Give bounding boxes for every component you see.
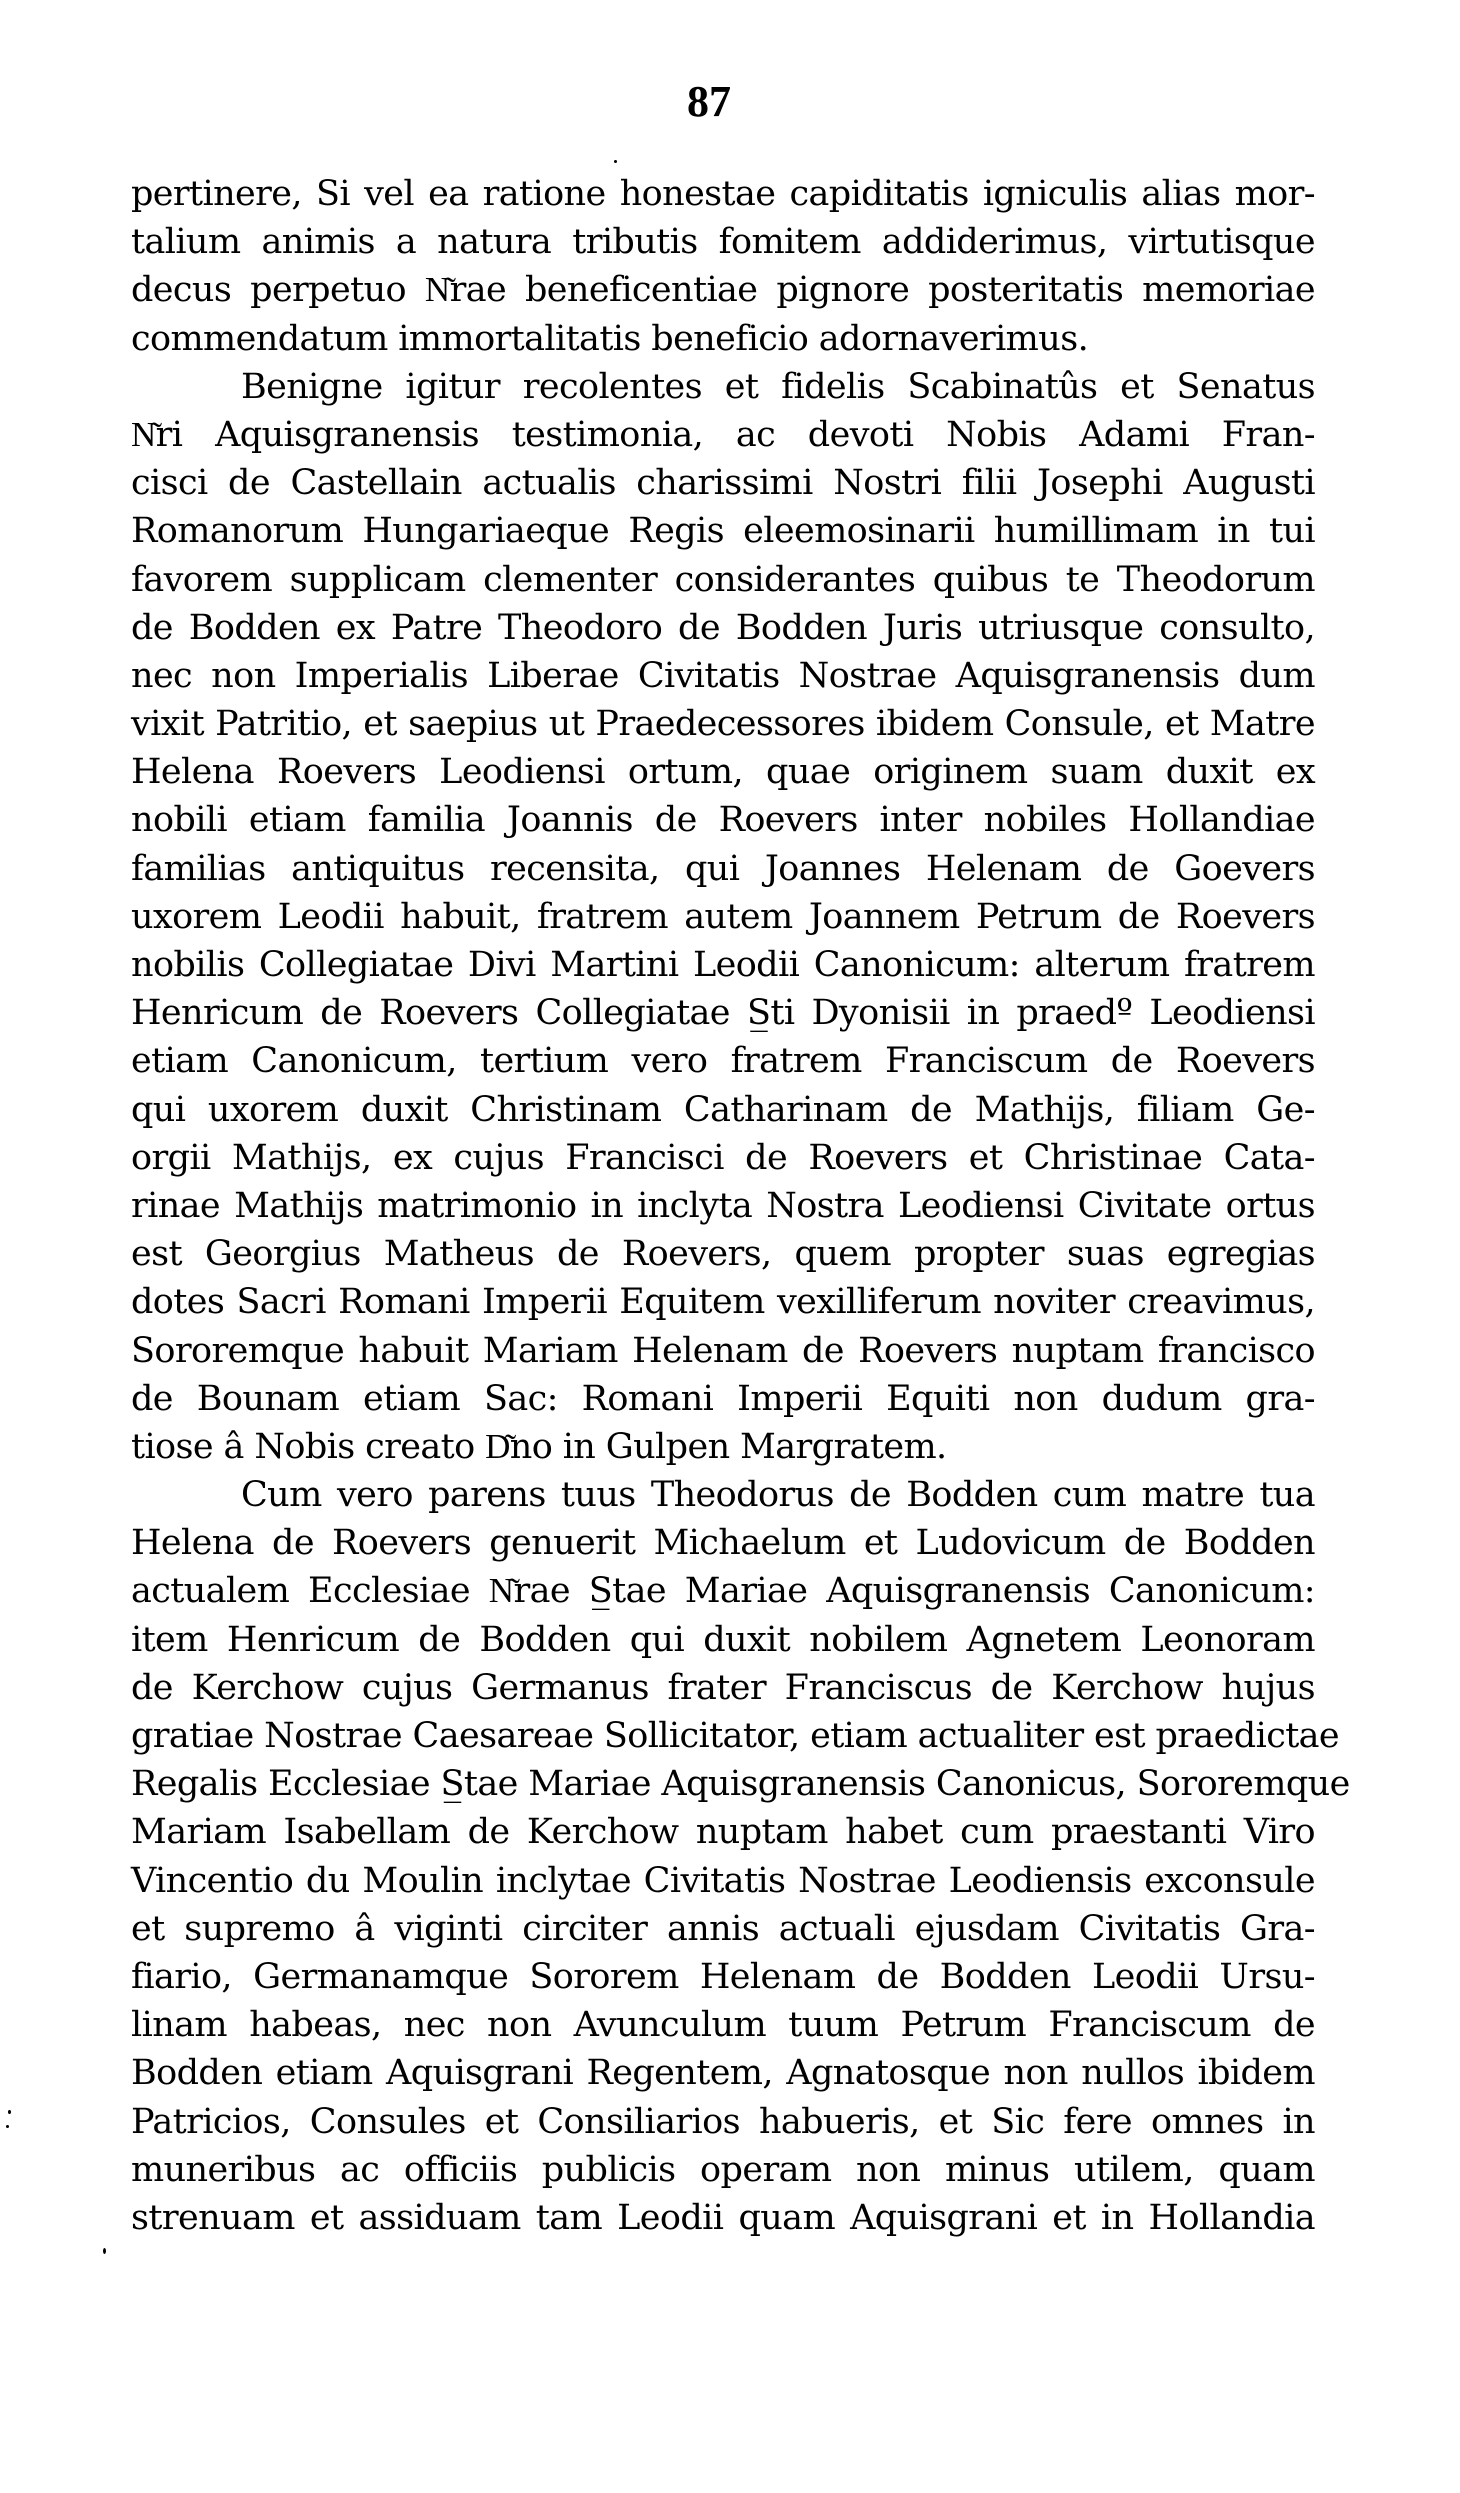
text-line: Sororemque habuit Mariam Helenam de Roevers nuptam francisco: [131, 1330, 1315, 1371]
text-line: tiose â Nobis creato D͂no in Gulpen Margratem.: [131, 1426, 947, 1467]
text-line: Bodden etiam Aquisgrani Regentem, Agnatosque non nullos ibidem: [131, 2053, 1315, 2094]
text-line: item Henricum de Bodden qui duxit nobilem Agnetem Leonoram: [131, 1619, 1315, 1660]
text-line: qui uxorem duxit Christinam Catharinam de Mathijs, filiam Ge-: [131, 1089, 1315, 1130]
text-line: et supremo â viginti circiter annis actuali ejusdam Civitatis Gra-: [131, 1908, 1315, 1949]
text-line: Helena de Roevers genuerit Michaelum et Ludovicum de Bodden: [131, 1523, 1315, 1564]
text-line: gratiae Nostrae Caesareae Sollicitator, etiam actualiter est praedictae: [131, 1716, 1340, 1756]
text-line: nec non Imperialis Liberae Civitatis Nostrae Aquisgranensis dum: [131, 655, 1315, 696]
text-line: de Kerchow cujus Germanus frater Franciscus de Kerchow hujus: [131, 1667, 1315, 1708]
text-line: Regalis Ecclesiae S̲tae Mariae Aquisgranensis Canonicus, Sororemque: [131, 1764, 1350, 1805]
text-line: Mariam Isabellam de Kerchow nuptam habet cum praestanti Viro: [131, 1812, 1315, 1853]
text-line: strenuam et assiduam tam Leodii quam Aquisgrani et in Hollandia: [131, 2197, 1315, 2238]
text-line: nobilis Collegiatae Divi Martini Leodii Canonicum: alterum fratrem: [131, 945, 1315, 985]
text-line: nobili etiam familia Joannis de Roevers inter nobiles Hollandiae: [131, 800, 1315, 841]
text-line: pertinere, Si vel ea ratione honestae capiditatis igniculis alias mor-: [131, 174, 1315, 214]
text-line: Patricios, Consules et Consiliarios habueris, et Sic fere omnes in: [131, 2101, 1315, 2142]
text-line: commendatum immortalitatis beneficio adornaverimus.: [131, 318, 1089, 359]
text-line: de Bounam etiam Sac: Romani Imperii Equiti non dudum gra-: [131, 1378, 1315, 1419]
text-line: Romanorum Hungariaeque Regis eleemosinarii humillimam in tui: [131, 511, 1315, 552]
page-number: 87: [687, 77, 731, 126]
scan-speck: [8, 2110, 11, 2114]
text-line: Vincentio du Moulin inclytae Civitatis Nostrae Leodiensis exconsule: [131, 1860, 1315, 1901]
text-line: orgii Mathijs, ex cujus Francisci de Roevers et Christinae Cata-: [131, 1137, 1315, 1178]
text-line: decus perpetuo N͂rae beneficentiae pignore posteritatis memoriae: [131, 270, 1315, 311]
text-line: Henricum de Roevers Collegiatae S̲ti Dyonisii in praedº Leodiensi: [131, 993, 1315, 1034]
text-line: de Bodden ex Patre Theodoro de Bodden Juris utriusque consulto,: [131, 607, 1315, 648]
scan-speck: [614, 160, 617, 163]
scan-speck: [6, 2125, 9, 2128]
text-line: talium animis a natura tributis fomitem addiderimus, virtutisque: [131, 222, 1315, 263]
text-line: N͂ri Aquisgranensis testimonia, ac devoti Nobis Adami Fran-: [131, 414, 1315, 455]
text-line: Benigne igitur recolentes et fidelis Scabinatûs et Senatus: [241, 366, 1315, 407]
text-line: rinae Mathijs matrimonio in inclyta Nostra Leodiensi Civitate ortus: [131, 1185, 1315, 1226]
text-line: dotes Sacri Romani Imperii Equitem vexilliferum noviter creavimus,: [131, 1282, 1315, 1323]
text-line: uxorem Leodii habuit, fratrem autem Joannem Petrum de Roevers: [131, 896, 1315, 937]
body-text: [131, 170, 1350, 2242]
text-line: fiario, Germanamque Sororem Helenam de Bodden Leodii Ursu-: [131, 1956, 1315, 1997]
text-line: favorem supplicam clementer considerantes quibus te Theodorum: [131, 559, 1315, 600]
text-line: muneribus ac officiis publicis operam non minus utilem, quam: [131, 2149, 1315, 2190]
text-line: linam habeas, nec non Avunculum tuum Petrum Franciscum de: [131, 2005, 1315, 2046]
text-line: cisci de Castellain actualis charissimi Nostri filii Josephi Augusti: [131, 463, 1315, 504]
text-line: Helena Roevers Leodiensi ortum, quae originem suam duxit ex: [131, 752, 1315, 793]
text-line: Cum vero parens tuus Theodorus de Bodden cum matre tua: [241, 1475, 1315, 1516]
text-line: vixit Patritio, et saepius ut Praedecessores ibidem Consule, et Matre: [131, 704, 1315, 745]
text-line: est Georgius Matheus de Roevers, quem propter suas egregias: [131, 1234, 1315, 1275]
text-line: etiam Canonicum, tertium vero fratrem Franciscum de Roevers: [131, 1041, 1315, 1082]
scan-speck: [103, 2248, 106, 2254]
text-line: actualem Ecclesiae N͂rae S̲tae Mariae Aquisgranensis Canonicum:: [131, 1571, 1315, 1612]
text-line: familias antiquitus recensita, qui Joannes Helenam de Goevers: [131, 848, 1315, 889]
